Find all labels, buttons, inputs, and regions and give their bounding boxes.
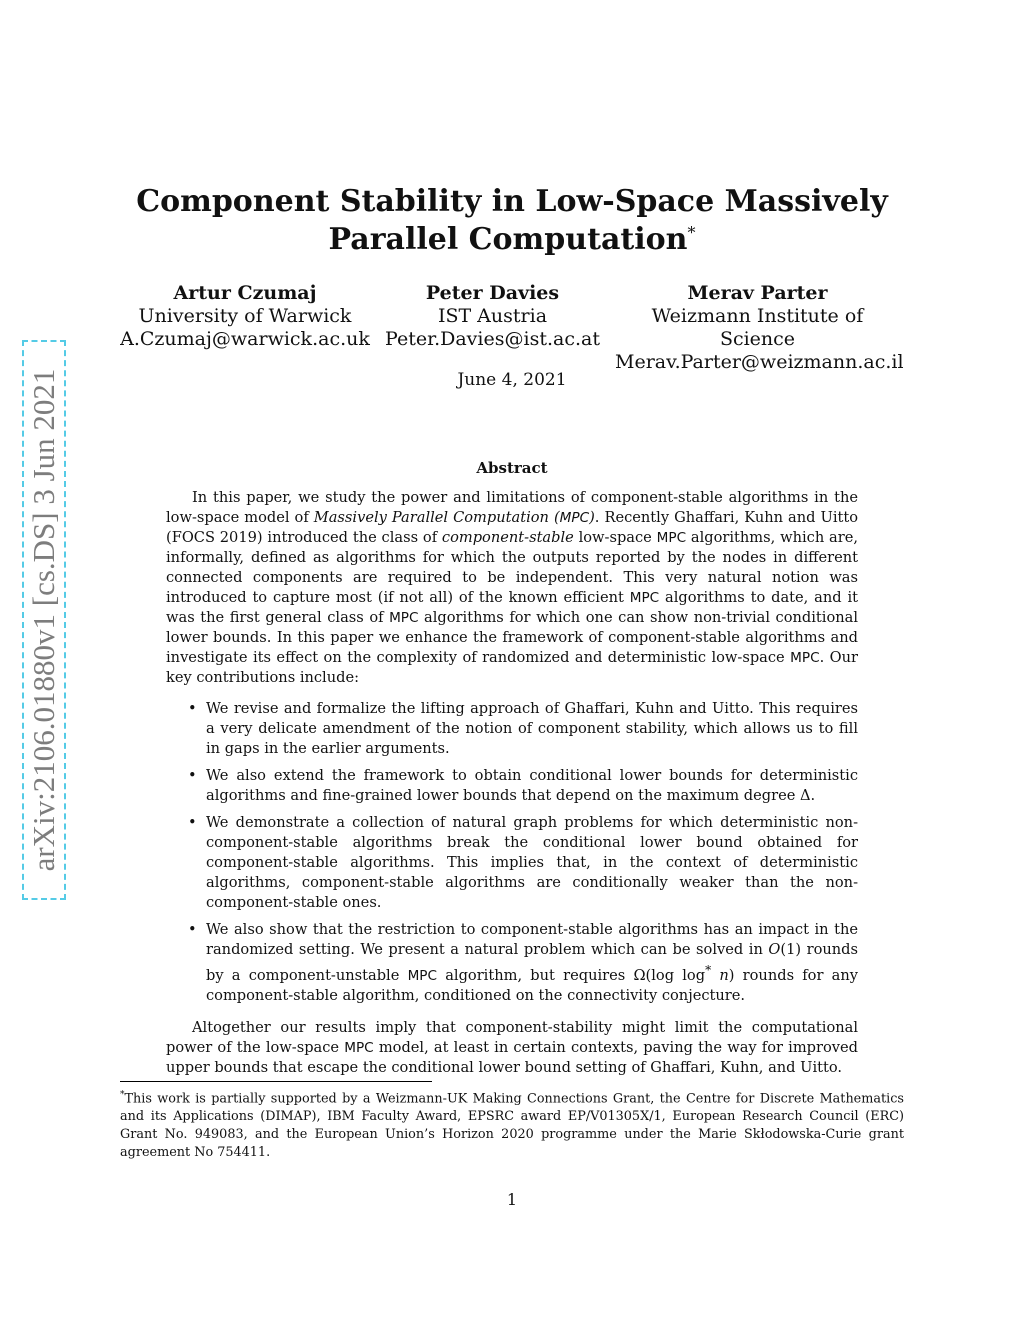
author-name: Peter Davies bbox=[425, 282, 560, 304]
text-run: We also show that the restriction to component-stable algorithms has an impact in the randomized setting. We present a natural problem which can be solved in bbox=[206, 921, 858, 958]
arxiv-stamp bbox=[22, 340, 66, 900]
text-run: algorithm, but requires Ω(log log bbox=[437, 966, 706, 984]
text-run: (1) rounds by a component-unstable bbox=[206, 941, 858, 984]
author-name: Artur Czumaj bbox=[173, 282, 317, 304]
emphasis bbox=[314, 509, 595, 526]
footnote-mark: * bbox=[120, 1090, 125, 1100]
contribution-item: • We revise and formalize the lifting approach of Ghaffari, Kuhn and Uitto. This requires a very delicate amendment of the notion of component stability, which allows us to fill in gaps in the earlier arguments. bbox=[206, 699, 858, 759]
contribution-item: • We also extend the framework to obtain conditional lower bounds for deterministic algorithms and fine-grained lower bounds that depend on the maximum degree Δ. bbox=[206, 766, 858, 806]
text-run: algorithms for which one can show non-trivial conditional lower bounds. In this paper we enhance the framework of component-stable algorithms and investigate its effect on the complexity of randomized and deterministic low-space bbox=[166, 609, 859, 666]
author-3 bbox=[615, 282, 904, 374]
paper-date: June 4, 2021 bbox=[457, 370, 567, 390]
author-name: Merav Parter bbox=[687, 282, 828, 304]
text-run: . Our key contributions include: bbox=[166, 649, 858, 686]
contribution-item: • We demonstrate a collection of natural graph problems for which deterministic non-component-stable algorithms break the conditional lower bound obtained for component-stable algorithms. This implies that, in the context of deterministic algorithms, component-stable algorithms are conditionally weaker than the non-component-stable ones. bbox=[206, 813, 858, 913]
author-2 bbox=[385, 282, 600, 351]
text-run: Massively Parallel Computation ( bbox=[313, 509, 560, 526]
footnote-text: This work is partially supported by a Weizmann-UK Making Connections Grant, the Centre for Discrete Mathematics and its Applications (DIMAP), IBM Faculty Award, EPSRC award EP/V01305X/1, European Research Council (ERC) Grant No. 949083, and the European Union’s Horizon 2020 programme under the Marie Skłodowska-Curie grant agreement No 754411. bbox=[120, 1091, 904, 1161]
page-number: 1 bbox=[506, 1190, 518, 1209]
text-run: ) rounds for any component-stable algorithm, conditioned on the connectivity conjecture. bbox=[206, 966, 858, 1004]
author-affiliation: IST Austria bbox=[437, 305, 548, 327]
text-run: Altogether our results imply that component-stability might limit the computational power of the low-space bbox=[166, 1018, 858, 1056]
mpc-term: MPC bbox=[559, 510, 590, 526]
title-footnote-mark: * bbox=[687, 223, 696, 242]
author-email: A.Czumaj@warwick.ac.uk bbox=[120, 328, 370, 350]
text-run: In this paper, we study the power and limitations of component-stable algorithms in the low-space model of bbox=[166, 489, 858, 526]
abstract-intro-paragraph bbox=[166, 488, 858, 688]
contribution-list bbox=[166, 699, 858, 1006]
text-run: algorithms to date, and it was the first general class of bbox=[166, 589, 858, 626]
author-affiliation: University of Warwick bbox=[138, 305, 352, 327]
footnote bbox=[120, 1086, 904, 1162]
emphasis: component-stable bbox=[441, 529, 574, 546]
author-email: Merav.Parter@weizmann.ac.il bbox=[615, 351, 904, 373]
paper-title bbox=[100, 183, 924, 259]
mpc-term: MPC bbox=[407, 967, 437, 984]
paper-title-text: Component Stability in Low-Space Massively Parallel Computation bbox=[136, 184, 888, 257]
author-affiliation: Weizmann Institute of Science bbox=[651, 305, 864, 350]
math-symbol: n bbox=[719, 966, 729, 984]
mpc-term: MPC bbox=[629, 590, 660, 606]
math-superscript: * bbox=[705, 963, 712, 977]
abstract-heading: Abstract bbox=[476, 459, 548, 477]
footnote-rule bbox=[120, 1081, 432, 1082]
mpc-term: MPC bbox=[656, 530, 687, 546]
math-symbol: O bbox=[768, 941, 781, 958]
text-run: model, at least in certain contexts, paving the way for improved upper bounds that escape the conditional lower bound setting of Ghaffari, Kuhn, and Uitto. bbox=[166, 1038, 858, 1076]
abstract-body bbox=[166, 488, 858, 1078]
text-run: low-space bbox=[573, 529, 657, 546]
text-run: ) bbox=[589, 509, 595, 526]
text-run: . Recently Ghaffari, Kuhn and Uitto (FOCS 2019) introduced the class of bbox=[166, 509, 859, 546]
mpc-term: MPC bbox=[389, 610, 419, 626]
arxiv-stamp-text: arXiv:2106.01880v1 [cs.DS] 3 Jun 2021 bbox=[26, 368, 61, 872]
text-run: algorithms, which are, informally, defined as algorithms for which the outputs reported by the nodes in different connected components are required to be independent. This very natural notion was introduced to capture most (if not all) of the known efficient bbox=[166, 529, 859, 606]
mpc-term: MPC bbox=[344, 1039, 374, 1056]
mpc-term: MPC bbox=[790, 650, 820, 666]
contribution-item bbox=[206, 920, 858, 1006]
abstract-closing-paragraph bbox=[166, 1018, 858, 1078]
author-1 bbox=[120, 282, 370, 351]
author-email: Peter.Davies@ist.ac.at bbox=[385, 328, 600, 350]
